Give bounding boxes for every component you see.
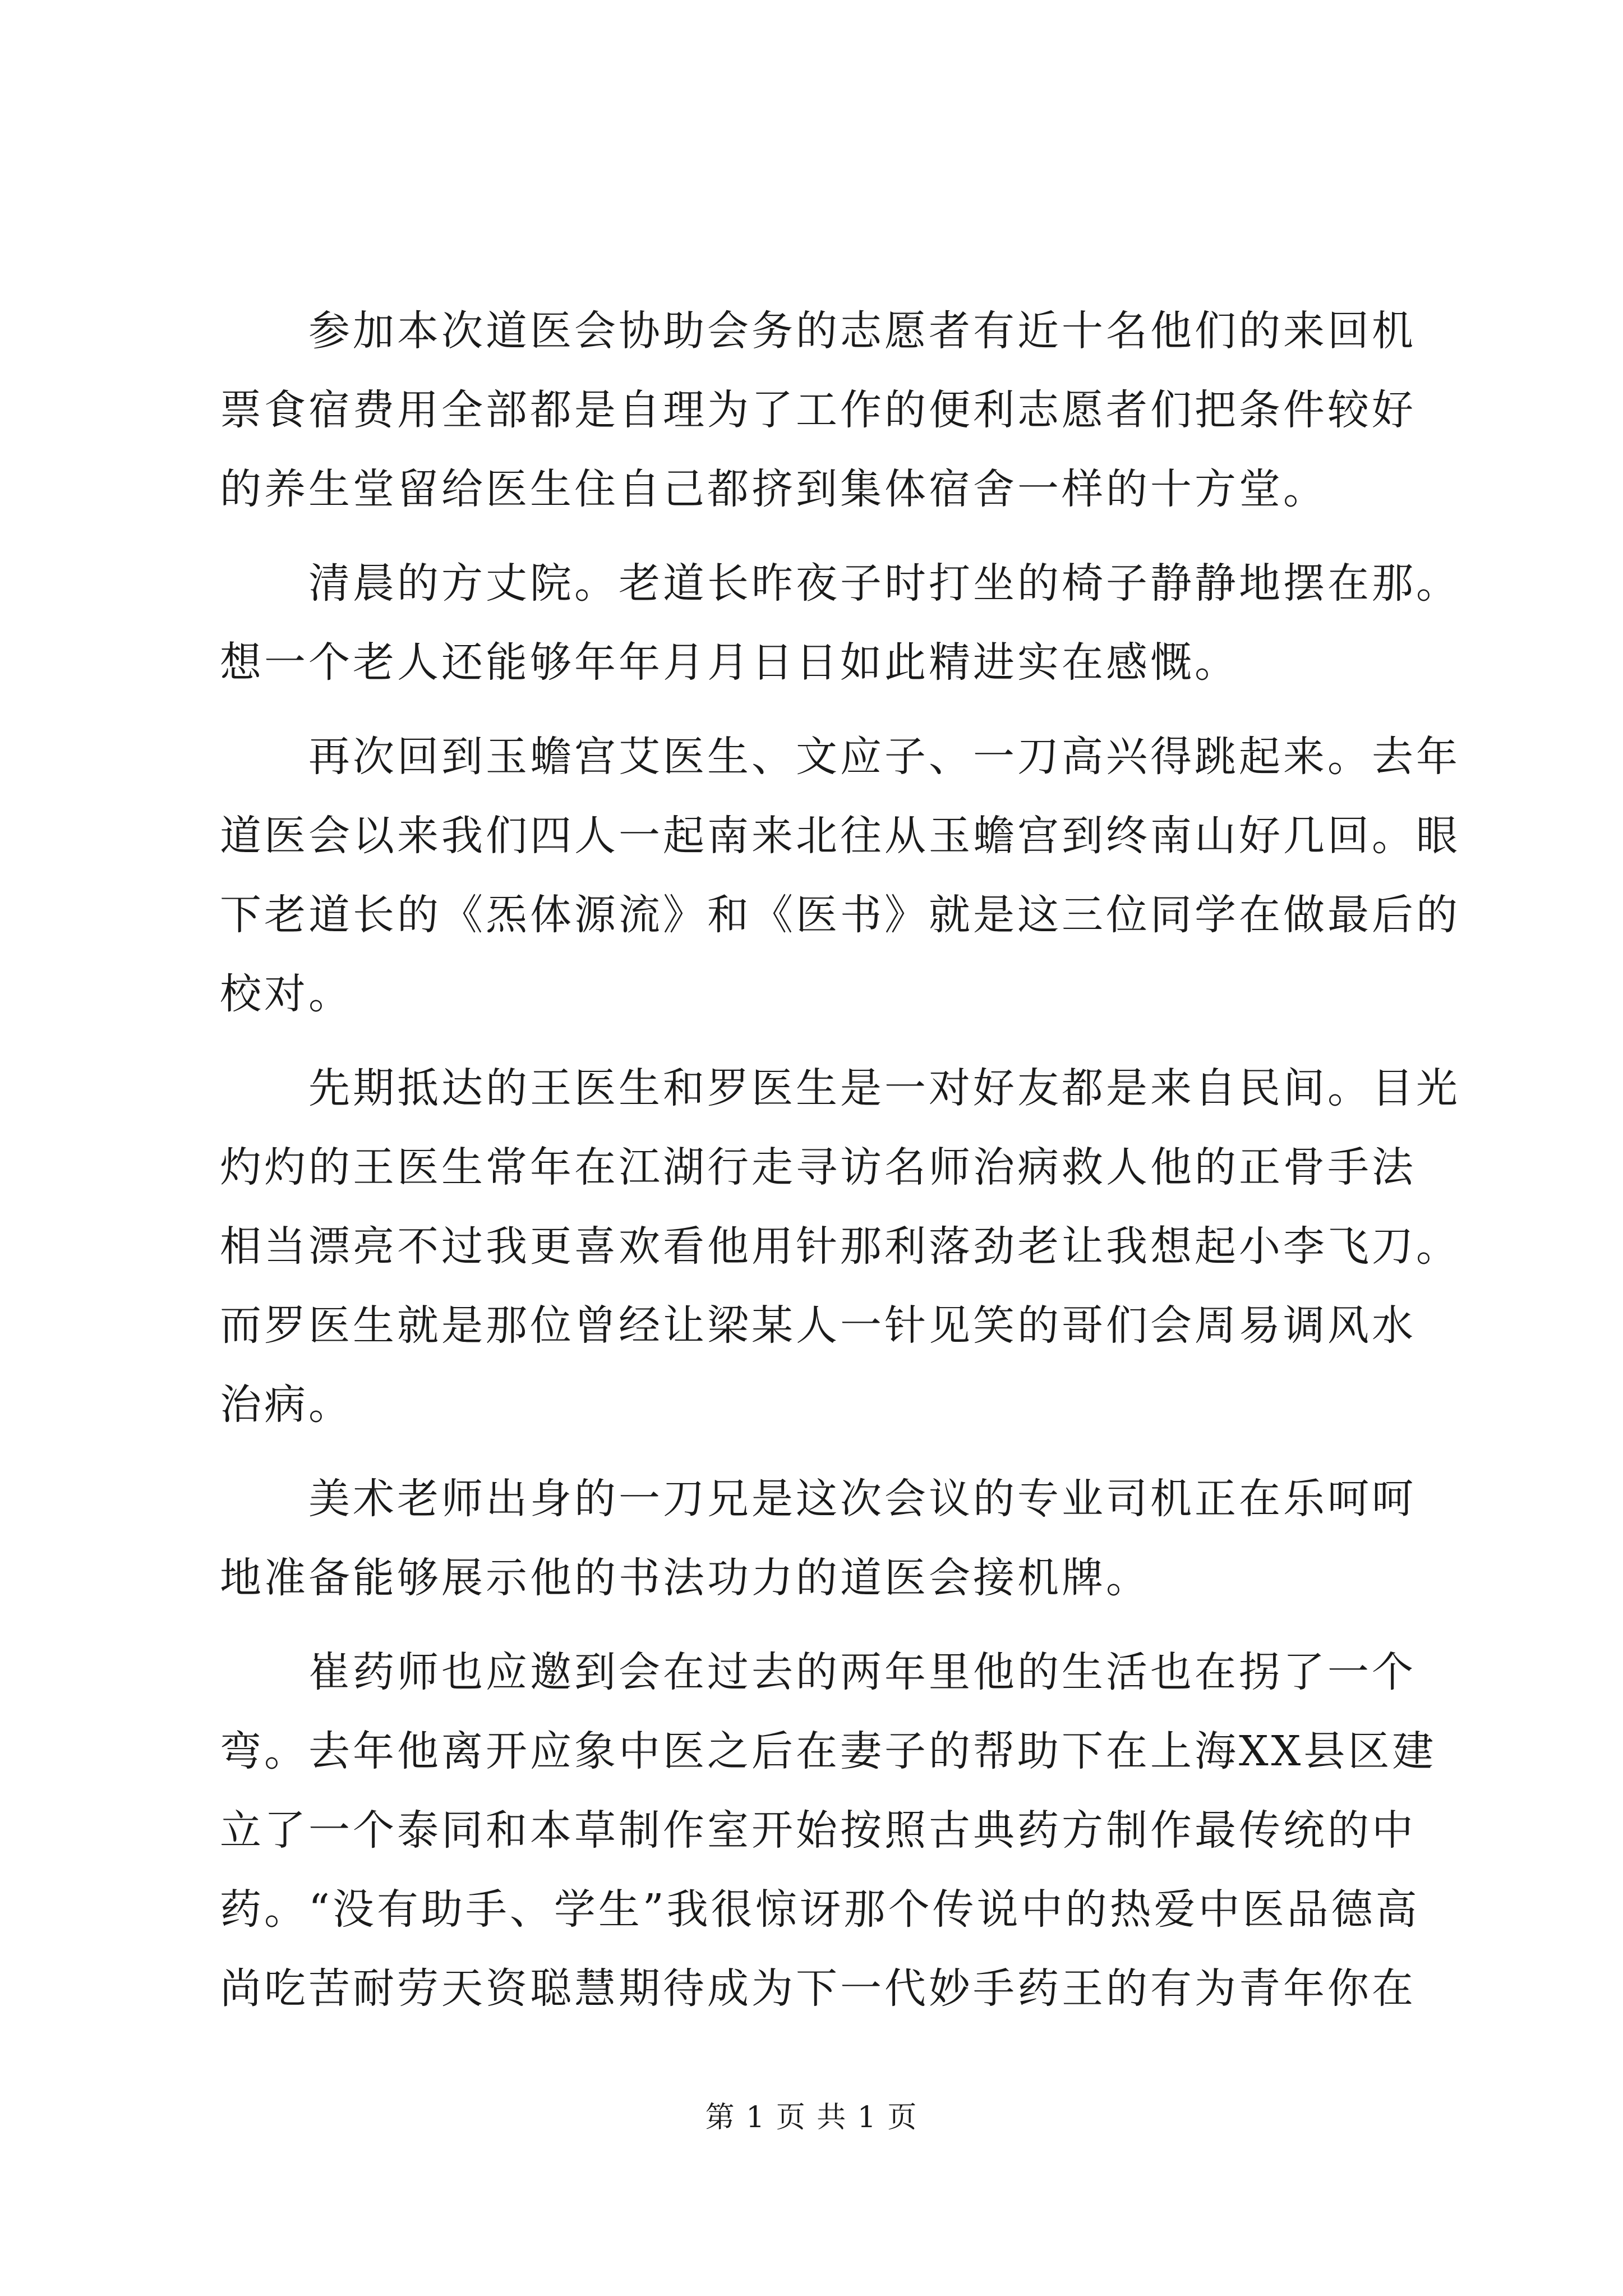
paragraph-5 [220,1460,1426,1618]
paragraph-line: 再次回到玉蟾宫艾医生、文应子、一刀高兴得跳起来。去年 [308,733,1460,781]
paragraph-line: 治病。 [220,1381,353,1429]
paragraph-6 [220,1633,1437,2028]
paragraph-line: 想一个老人还能够年年月月日日如此精进实在感慨。 [220,638,1239,687]
paragraph-line: 道医会以来我们四人一起南来北往从玉蟾宫到终南山好几回。眼 [220,812,1460,860]
paragraph-line: 参加本次道医会协助会务的志愿者有近十名他们的来回机 [308,307,1416,355]
paragraph-line: 崔药师也应邀到会在过去的两年里他的生活也在拐了一个 [308,1648,1416,1696]
paragraph-line: 的养生堂留给医生住自己都挤到集体宿舍一样的十方堂。 [220,465,1327,513]
paragraph-line: 美术老师出身的一刀兄是这次会议的专业司机正在乐呵呵 [308,1475,1416,1523]
paragraph-line: 弯。去年他离开应象中医之后在妻子的帮助下在上海XX县区建 [220,1727,1437,1775]
paragraph-line: 灼灼的王医生常年在江湖行走寻访名师治病救人他的正骨手法 [220,1143,1416,1191]
paragraph-2 [220,544,1460,702]
paragraph-line: 药。“没有助手、学生”我很惊讶那个传说中的热爱中医品德高 [220,1885,1420,1934]
paragraph-line: 尚吃苦耐劳天资聪慧期待成为下一代妙手药王的有为青年你在 [220,1964,1416,2013]
paragraph-line: 票食宿费用全部都是自理为了工作的便利志愿者们把条件较好 [220,386,1416,434]
paragraph-line: 清晨的方丈院。老道长昨夜子时打坐的椅子静静地摆在那。 [308,559,1460,608]
paragraph-4 [220,1049,1460,1444]
paragraph-line: 地准备能够展示他的书法功力的道医会接机牌。 [220,1554,1150,1602]
paragraph-line: 校对。 [220,970,353,1018]
paragraph-line: 相当漂亮不过我更喜欢看他用针那利落劲老让我想起小李飞刀。 [220,1222,1460,1271]
paragraph-3 [220,717,1460,1034]
paragraph-line: 下老道长的《炁体源流》和《医书》就是这三位同学在做最后的 [220,891,1460,939]
paragraph-line: 立了一个泰同和本草制作室开始按照古典药方制作最传统的中 [220,1806,1416,1855]
document-body [220,292,1460,2044]
paragraph-line: 先期抵达的王医生和罗医生是一对好友都是来自民间。目光 [308,1064,1460,1112]
paragraph-line: 而罗医生就是那位曾经让梁某人一针见笑的哥们会周易调风水 [220,1301,1416,1350]
paragraph-1 [220,292,1426,529]
page-number-footer: 第 1 页 共 1 页 [705,2101,918,2134]
